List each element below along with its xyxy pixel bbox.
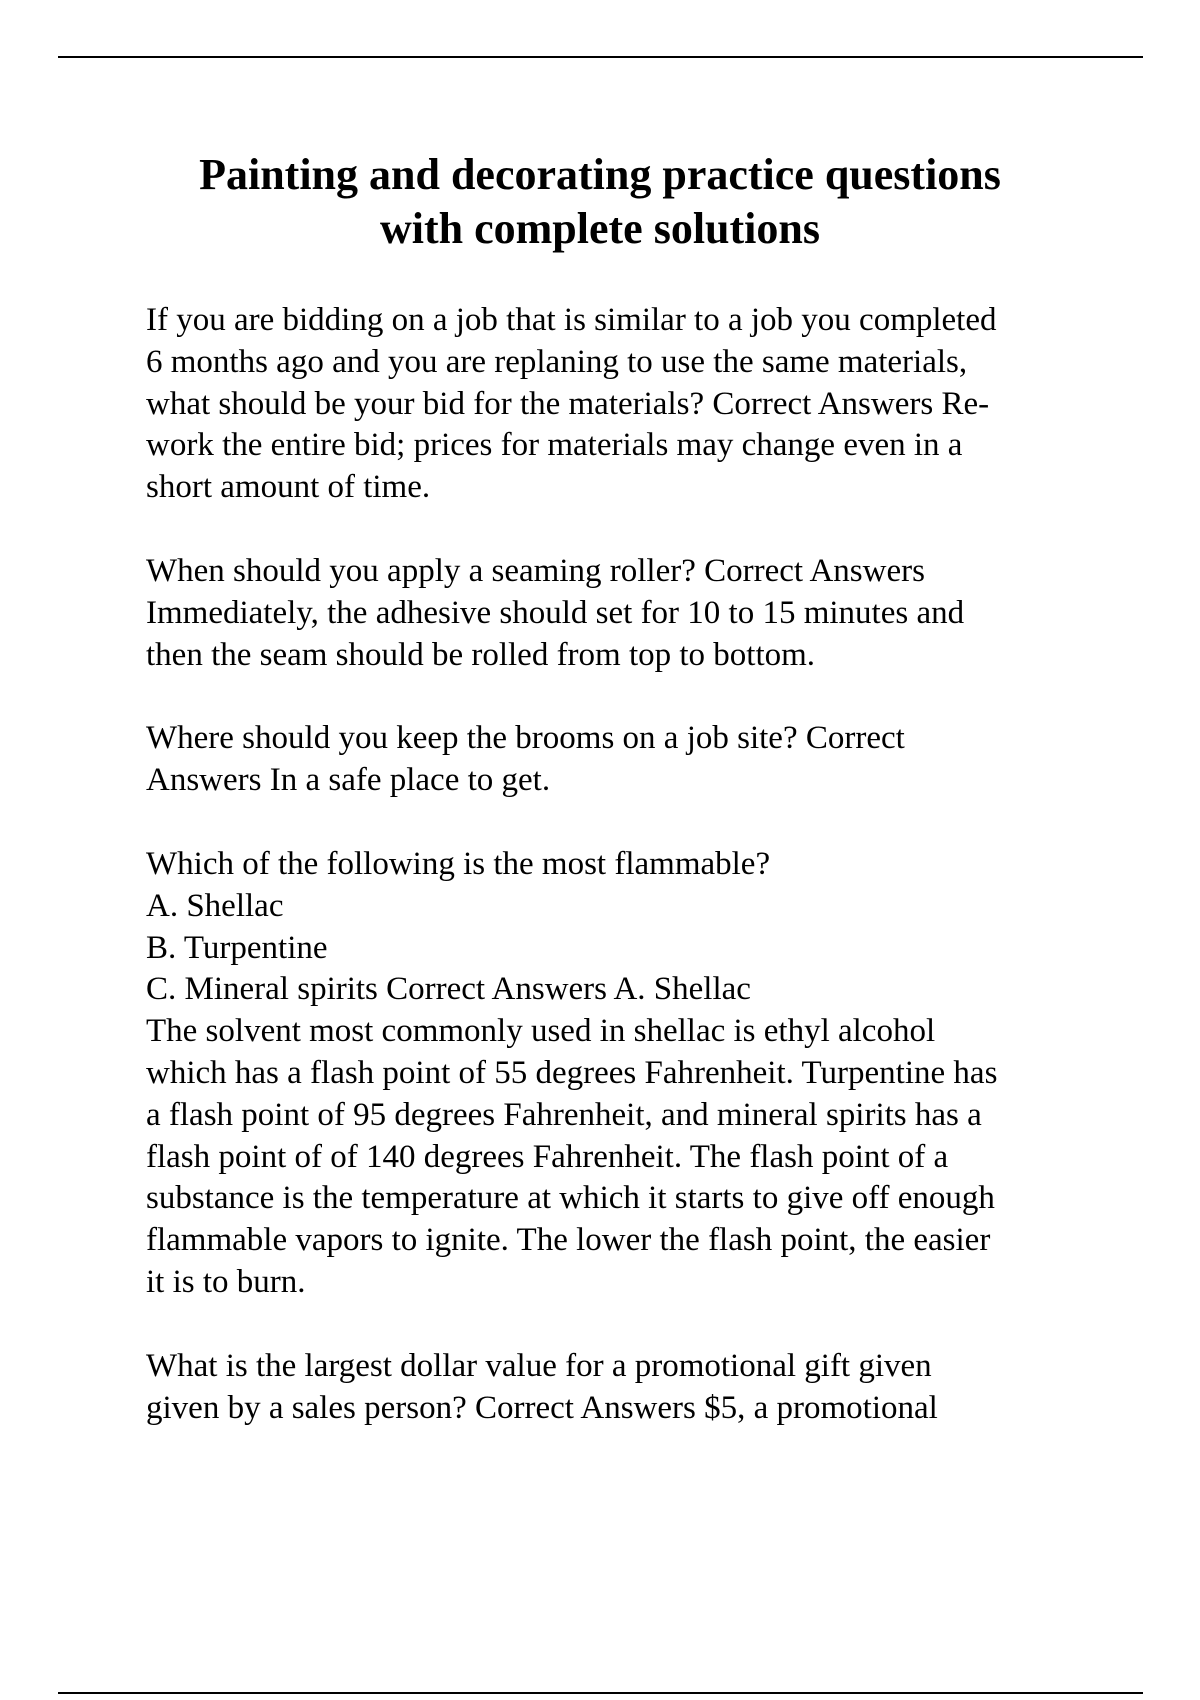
title-line: with complete solutions — [380, 204, 820, 253]
text-line: If you are bidding on a job that is similar to a job you completed — [146, 302, 997, 338]
text-line: flash point of of 140 degrees Fahrenheit. The flash point of a — [146, 1138, 949, 1175]
footer-rule — [58, 1692, 1143, 1694]
text-line: it is to burn. — [146, 1263, 306, 1300]
text-line: substance is the temperature at which it starts to give off enough — [146, 1180, 995, 1217]
text-line: given by a sales person? Correct Answers $5, a promotional — [146, 1389, 938, 1426]
text-line: work the entire bid; prices for materials may change even in a — [146, 427, 963, 464]
text-line: 6 months ago and you are replaning to use the same materials, — [146, 343, 968, 380]
header-rule — [58, 56, 1143, 58]
text-line: Immediately, the adhesive should set for 10 to 15 minutes and — [146, 594, 965, 631]
text-line: Which of the following is the most flammable? — [146, 845, 771, 882]
answer-option: C. Mineral spirits Correct Answers A. Shellac — [146, 971, 751, 1008]
text-line: What is the largest dollar value for a promotional gift given — [146, 1347, 932, 1384]
title-line: Painting and decorating practice questions — [199, 150, 1001, 199]
qa-item — [146, 1346, 1086, 1430]
text-line: Answers In a safe place to get. — [146, 762, 551, 799]
text-line: a flash point of 95 degrees Fahrenheit, and mineral spirits has a — [146, 1096, 982, 1133]
text-line: what should be your bid for the materials? Correct Answers Re- — [146, 385, 990, 422]
qa-item — [146, 718, 1086, 802]
document-body — [146, 300, 1086, 1429]
text-line: then the seam should be rolled from top to bottom. — [146, 636, 816, 673]
answer-option: B. Turpentine — [146, 929, 328, 966]
text-line: which has a flash point of 55 degrees Fahrenheit. Turpentine has — [146, 1054, 998, 1091]
text-line: Where should you keep the brooms on a job site? Correct — [146, 720, 905, 757]
answer-option: A. Shellac — [146, 887, 284, 924]
text-line: short amount of time. — [146, 469, 431, 506]
page-title — [120, 148, 1080, 256]
qa-item — [146, 551, 1086, 676]
qa-item — [146, 300, 1086, 509]
text-line: flammable vapors to ignite. The lower the flash point, the easier — [146, 1222, 991, 1259]
qa-item — [146, 844, 1086, 1304]
text-line: The solvent most commonly used in shellac is ethyl alcohol — [146, 1013, 936, 1050]
text-line: When should you apply a seaming roller? Correct Answers — [146, 552, 925, 589]
